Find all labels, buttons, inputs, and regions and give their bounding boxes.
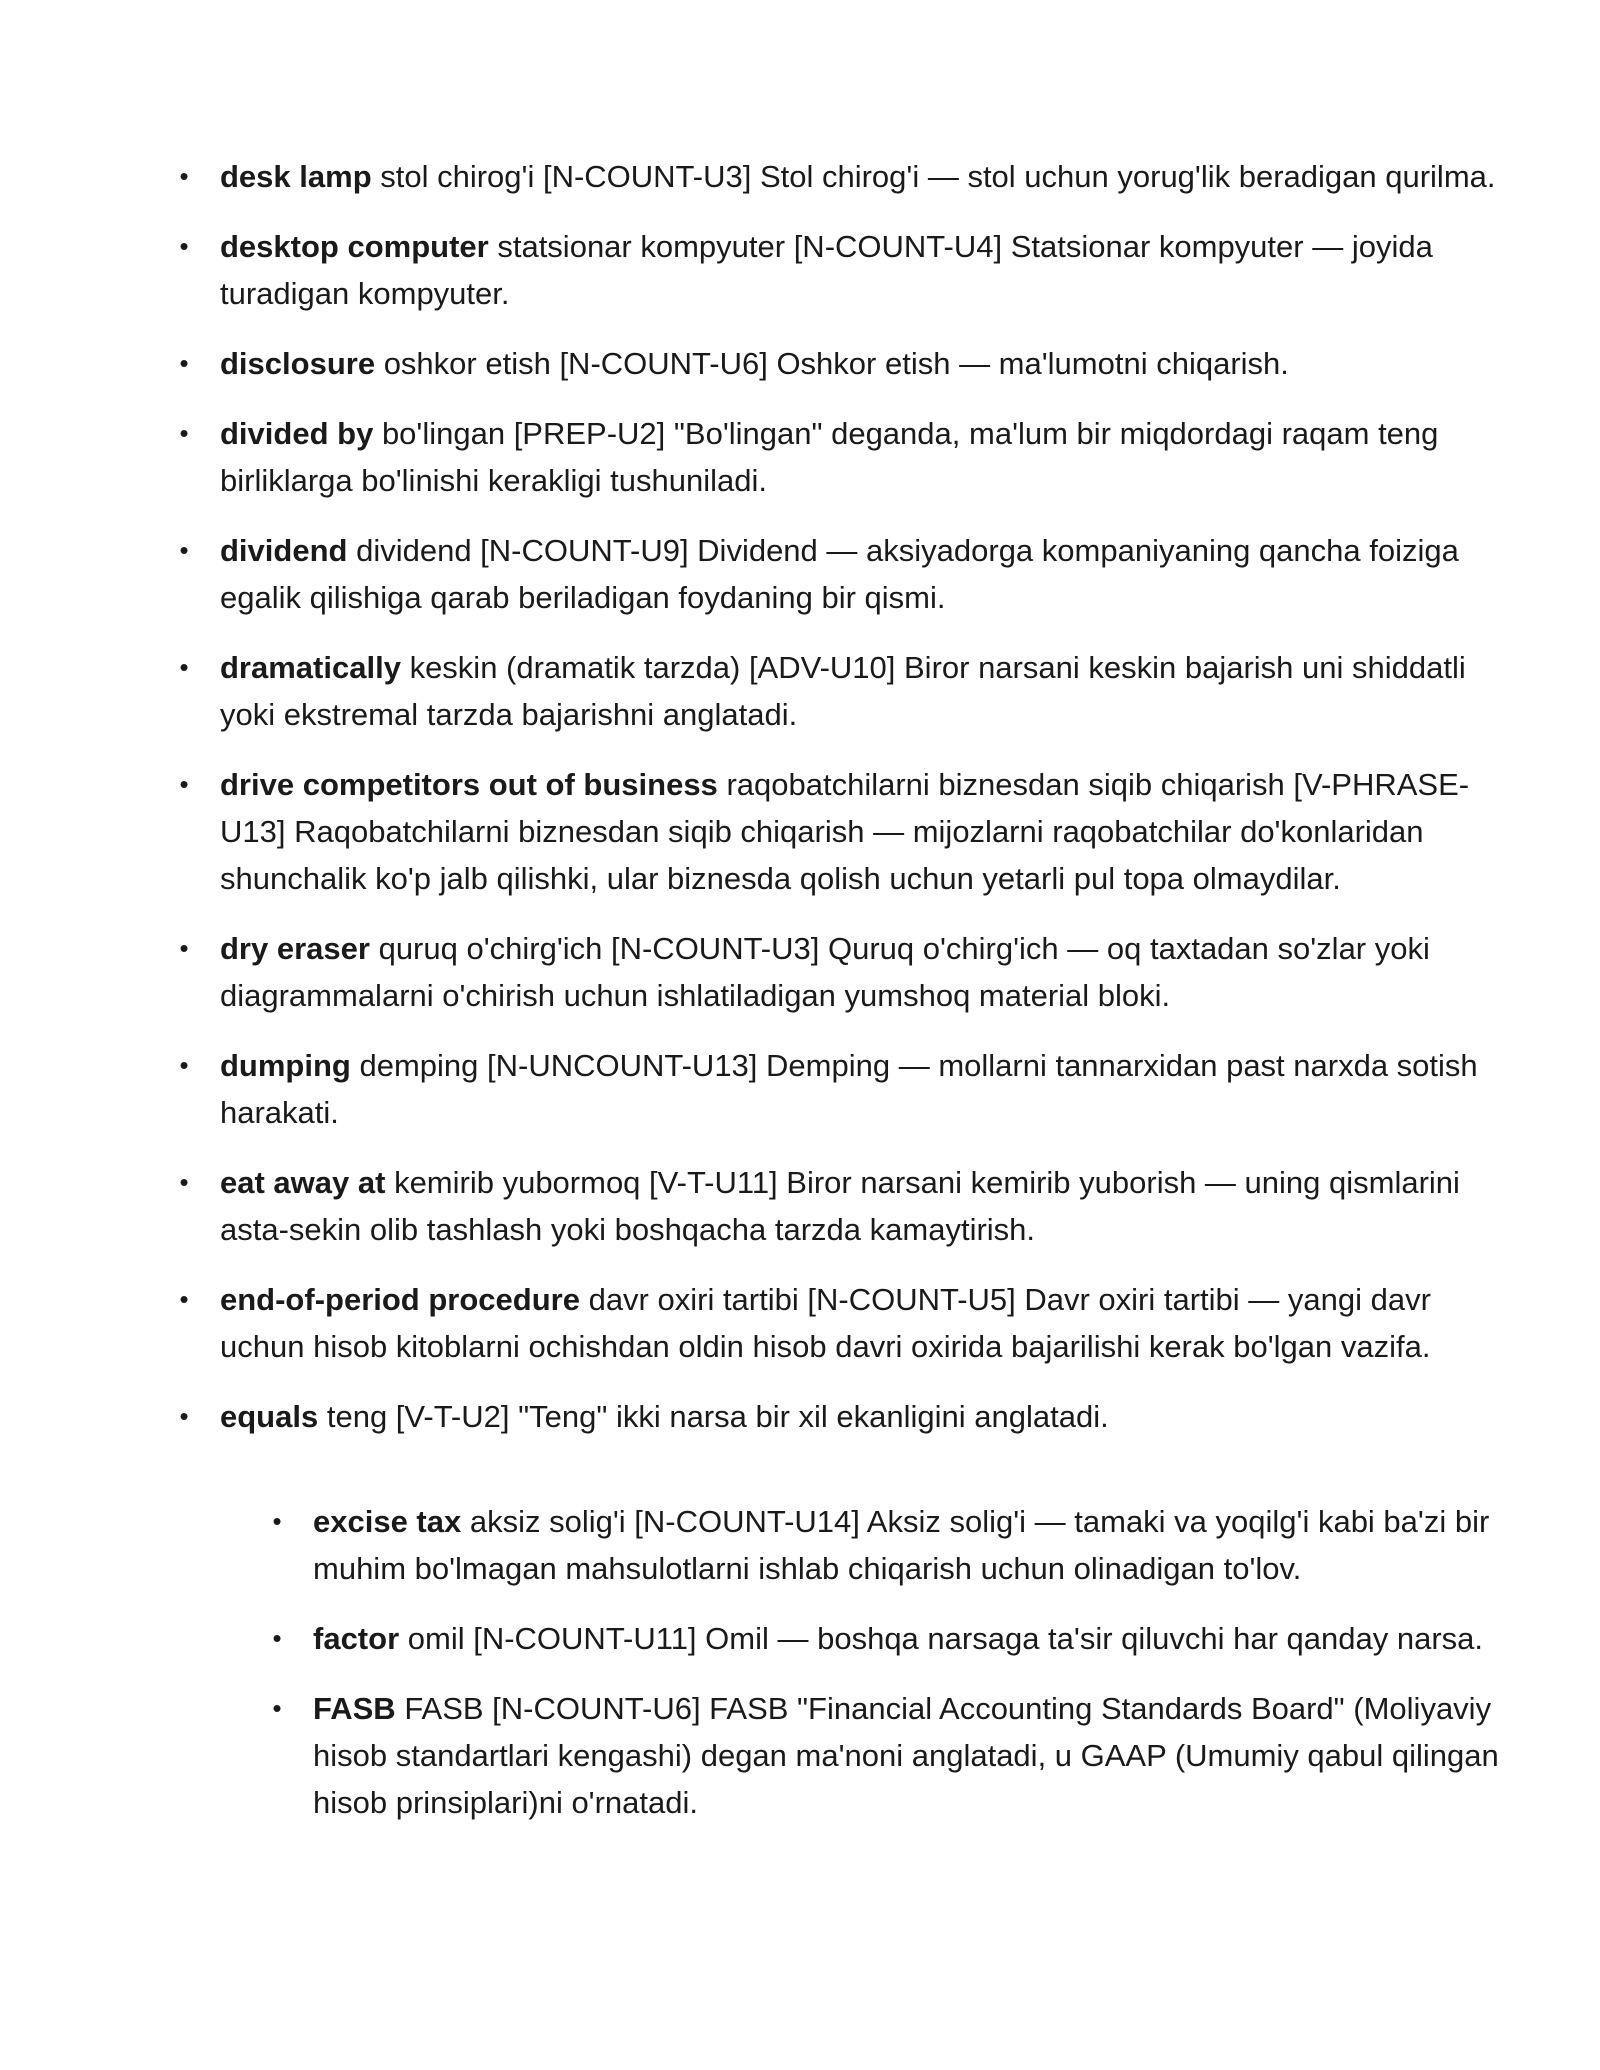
bullet-icon: •	[179, 1050, 189, 1080]
bullet-icon: •	[179, 1401, 189, 1431]
glossary-entry	[179, 1276, 1520, 1370]
entry-definition: bo'lingan [PREP-U2] "Bo'lingan" deganda, ma'lum bir miqdordagi raqam teng birliklarga bo'linishi kerakligi tushuniladi.	[220, 416, 1439, 498]
glossary-subentry	[272, 1498, 1513, 1592]
entry-definition: aksiz solig'i [N-COUNT-U14] Aksiz solig'i — tamaki va yoqilg'i kabi ba'zi bir muhim bo'lmagan mahsulotlarni ishlab chiqarish uchun olinadigan to'lov.	[313, 1504, 1490, 1586]
glossary-entry	[179, 340, 1520, 387]
entry-definition: FASB [N-COUNT-U6] FASB "Financial Accounting Standards Board" (Moliyaviy hisob standartlari kengashi) degan ma'noni anglatadi, u GAAP (Umumiy qabul qilingan hisob prinsiplari)ni o'rnatadi.	[313, 1691, 1499, 1820]
glossary-entry	[179, 1042, 1520, 1136]
nested-glossary-list	[272, 1498, 1513, 1849]
glossary-entry	[179, 153, 1520, 200]
entry-definition: statsionar kompyuter [N-COUNT-U4] Statsionar kompyuter — joyida turadigan kompyuter.	[220, 229, 1433, 311]
glossary-entry	[179, 644, 1520, 738]
entry-term: dramatically	[220, 650, 401, 685]
glossary-entry	[179, 761, 1520, 902]
entry-definition: davr oxiri tartibi [N-COUNT-U5] Davr oxiri tartibi — yangi davr uchun hisob kitoblarni ochishdan oldin hisob davri oxirida bajarilishi kerak bo'lgan vazifa.	[220, 1282, 1431, 1364]
glossary-entry	[179, 410, 1520, 504]
entry-term: desk lamp	[220, 159, 372, 194]
entry-definition: dividend [N-COUNT-U9] Dividend — aksiyadorga kompaniyaning qancha foiziga egalik qilishiga qarab beriladigan foydaning bir qismi.	[220, 533, 1459, 615]
entry-term: disclosure	[220, 346, 376, 381]
bullet-icon: •	[179, 652, 189, 682]
bullet-icon: •	[179, 769, 189, 799]
entry-term: dividend	[220, 533, 348, 568]
entry-term: dry eraser	[220, 931, 370, 966]
bullet-icon: •	[272, 1623, 282, 1653]
bullet-icon: •	[179, 933, 189, 963]
glossary-subentry	[272, 1615, 1513, 1662]
bullet-icon: •	[179, 231, 189, 261]
entry-definition: kemirib yubormoq [V-T-U11] Biror narsani kemirib yuborish — uning qismlarini asta-sekin olib tashlash yoki boshqacha tarzda kamaytirish.	[220, 1165, 1460, 1247]
entry-definition: quruq o'chirg'ich [N-COUNT-U3] Quruq o'chirg'ich — oq taxtadan so'zlar yoki diagrammalarni o'chirish uchun ishlatiladigan yumshoq material bloki.	[220, 931, 1430, 1013]
entry-definition: omil [N-COUNT-U11] Omil — boshqa narsaga ta'sir qiluvchi har qanday narsa.	[407, 1621, 1484, 1656]
entry-term: equals	[220, 1399, 319, 1434]
bullet-icon: •	[179, 348, 189, 378]
entry-term: excise tax	[313, 1504, 462, 1539]
entry-definition: demping [N-UNCOUNT-U13] Demping — mollarni tannarxidan past narxda sotish harakati.	[220, 1048, 1478, 1130]
entry-term: desktop computer	[220, 229, 489, 264]
entry-definition: raqobatchilarni biznesdan siqib chiqarish [V-PHRASE-U13] Raqobatchilarni biznesdan siqib chiqarish — mijozlarni raqobatchilar do'konlaridan shunchalik ko'p jalb qilishki, ular biznesda qolish uchun yetarli pul topa olmaydilar.	[220, 767, 1470, 896]
glossary-list	[179, 153, 1520, 1463]
entry-definition: stol chirog'i [N-COUNT-U3] Stol chirog'i — stol uchun yorug'lik beradigan qurilma.	[380, 159, 1496, 194]
entry-term: divided by	[220, 416, 374, 451]
glossary-subentry	[272, 1685, 1513, 1826]
entry-definition: keskin (dramatik tarzda) [ADV-U10] Biror narsani keskin bajarish uni shiddatli yoki ekstremal tarzda bajarishni anglatadi.	[220, 650, 1466, 732]
bullet-icon: •	[272, 1506, 282, 1536]
entry-term: end-of-period procedure	[220, 1282, 580, 1317]
glossary-entry	[179, 1159, 1520, 1253]
entry-term: factor	[313, 1621, 400, 1656]
glossary-entry	[179, 527, 1520, 621]
glossary-entry	[179, 223, 1520, 317]
entry-definition: oshkor etish [N-COUNT-U6] Oshkor etish — ma'lumotni chiqarish.	[383, 346, 1289, 381]
glossary-entry	[179, 925, 1520, 1019]
entry-term: dumping	[220, 1048, 351, 1083]
entry-term: eat away at	[220, 1165, 386, 1200]
bullet-icon: •	[179, 535, 189, 565]
entry-term: drive competitors out of business	[220, 767, 718, 802]
glossary-entry	[179, 1393, 1520, 1440]
bullet-icon: •	[179, 1167, 189, 1197]
entry-term: FASB	[313, 1691, 396, 1726]
bullet-icon: •	[179, 418, 189, 448]
bullet-icon: •	[272, 1693, 282, 1723]
bullet-icon: •	[179, 1284, 189, 1314]
bullet-icon: •	[179, 161, 189, 191]
entry-definition: teng [V-T-U2] "Teng" ikki narsa bir xil ekanligini anglatadi.	[326, 1399, 1109, 1434]
